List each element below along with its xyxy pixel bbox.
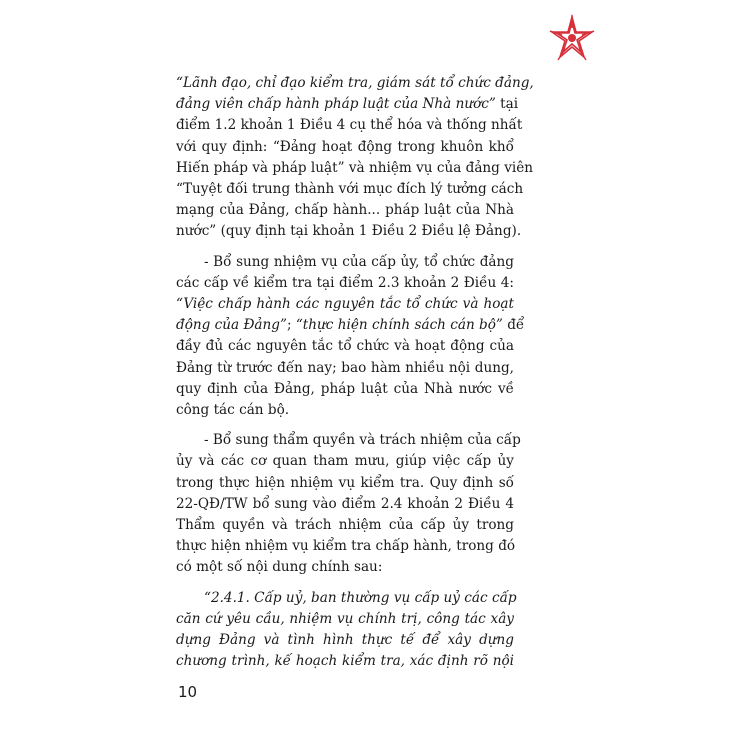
text-line: trong thực hiện nhiệm vụ kiểm tra. Quy định số xyxy=(176,474,514,491)
text-line: dựng Đảng và tình hình thực tế để xây dựng xyxy=(176,632,514,649)
text-line: “Tuyệt đối trung thành với mục đích lý tưởng cách xyxy=(176,181,524,198)
text-line: có một số nội dung chính sau: xyxy=(176,559,383,576)
text-line: Đảng từ trước đến nay; bao hàm nhiều nội dung, xyxy=(176,359,514,376)
text-line: với quy định: “Đảng hoạt động trong khuôn khổ xyxy=(176,138,514,155)
text-line: nước” (quy định tại khoản 1 Điều 2 Điều lệ Đảng). xyxy=(176,223,522,240)
text-line: “2.4.1. Cấp uỷ, ban thường vụ cấp uỷ các cấp xyxy=(204,589,517,606)
text-line: công tác cán bộ. xyxy=(176,402,290,419)
text-line: - Bổ sung nhiệm vụ của cấp ủy, tổ chức đảng xyxy=(204,253,514,270)
italic-quote: “thực hiện chính sách cán bộ” xyxy=(295,317,503,334)
text-line: các cấp về kiểm tra tại điểm 2.3 khoản 2 Điều 4: xyxy=(176,274,514,291)
page-number: 10 xyxy=(178,683,198,701)
text-line: - Bổ sung thẩm quyền và trách nhiệm của cấp xyxy=(204,432,521,449)
text-line: mạng của Đảng, chấp hành... pháp luật của Nhà xyxy=(176,202,514,219)
text-span: để xyxy=(502,317,525,334)
text-line xyxy=(176,73,534,94)
text-line: điểm 1.2 khoản 1 Điều 4 cụ thể hóa và thống nhất xyxy=(176,117,523,134)
text-line: chương trình, kế hoạch kiểm tra, xác định rõ nội xyxy=(176,653,514,670)
text-line: Thẩm quyền và trách nhiệm của cấp ủy trong xyxy=(176,517,514,534)
text-line xyxy=(176,294,514,315)
text-line: quy định của Đảng, pháp luật của Nhà nước về xyxy=(176,380,514,397)
italic-quote: động của Đảng” xyxy=(176,317,287,334)
text-line: ủy và các cơ quan tham mưu, giúp việc cấp ủy xyxy=(176,453,514,470)
text-line: đầy đủ các nguyên tắc tổ chức và hoạt động của xyxy=(176,338,514,355)
body-text xyxy=(176,73,534,672)
italic-quote: đảng viên chấp hành pháp luật của Nhà nước” xyxy=(176,96,496,113)
text-line: căn cứ yêu cầu, nhiệm vụ chính trị, công tác xây xyxy=(176,610,514,627)
text-line xyxy=(176,94,519,115)
italic-quote: “Lãnh đạo, chỉ đạo kiểm tra, giám sát tổ chức đảng, xyxy=(176,75,534,91)
party-emblem-star-icon xyxy=(548,14,596,62)
text-line: thực hiện nhiệm vụ kiểm tra chấp hành, trong đó xyxy=(176,538,516,555)
text-span: ; xyxy=(286,317,296,334)
text-line: 22-QĐ/TW bổ sung vào điểm 2.4 khoản 2 Điều 4 xyxy=(176,495,514,512)
text-line xyxy=(176,315,525,336)
text-line: Hiến pháp và pháp luật” và nhiệm vụ của đảng viên xyxy=(176,159,534,176)
italic-quote: “Việc chấp hành các nguyên tắc tổ chức và hoạt xyxy=(176,296,514,313)
text-span: tại xyxy=(495,96,519,113)
